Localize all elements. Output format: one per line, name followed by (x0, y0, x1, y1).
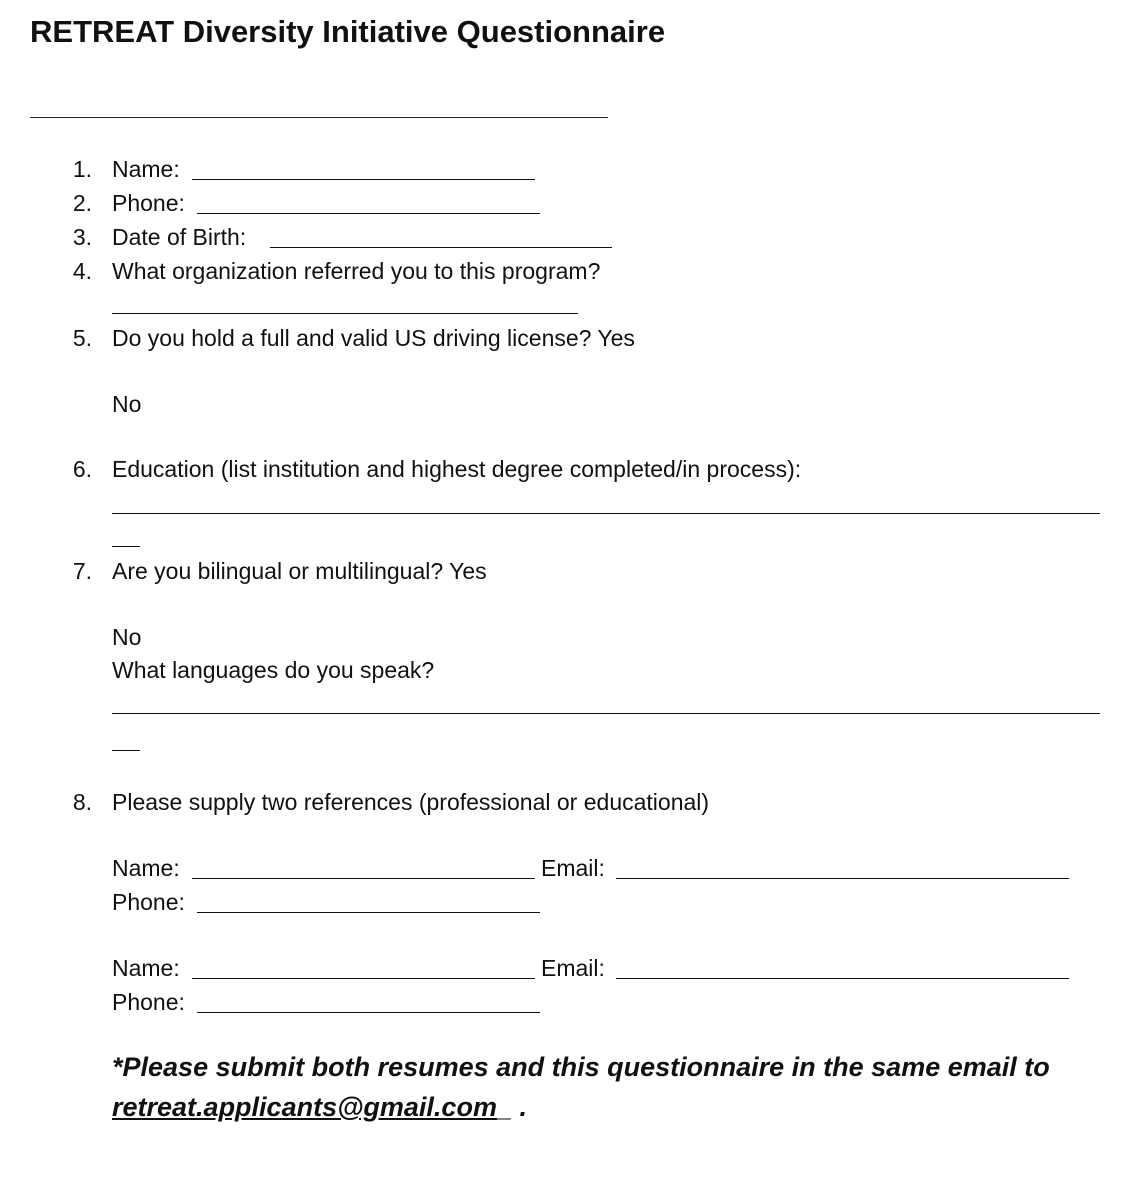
reference-1-phone-label: Phone: (112, 889, 185, 915)
reference-2-email-field[interactable] (616, 978, 1069, 979)
submission-email-link[interactable]: retreat.applicants@gmail.com (112, 1092, 497, 1122)
bilingual-question[interactable]: Are you bilingual or multilingual? Yes (112, 558, 487, 584)
referral-question: What organization referred you to this program? (112, 258, 601, 284)
page-title: RETREAT Diversity Initiative Questionnaire (30, 14, 666, 49)
reference-2-name-label: Name: (112, 955, 180, 981)
question-number-3: 3. (72, 224, 92, 250)
phone-label: Phone: (112, 190, 185, 216)
reference-2-name-field[interactable] (192, 978, 535, 979)
name-label: Name: (112, 156, 180, 182)
bilingual-no-option[interactable]: No (112, 624, 142, 650)
question-number-2: 2. (72, 190, 92, 216)
education-question: Education (list institution and highest degree completed/in process): (112, 456, 802, 482)
languages-field-continuation (112, 750, 140, 751)
question-number-7: 7. (72, 558, 92, 584)
reference-2-email-label: Email: (541, 955, 605, 981)
submission-email-tail: _ . (496, 1092, 527, 1122)
question-number-6: 6. (72, 456, 92, 482)
references-question: Please supply two references (professional or educational) (112, 789, 710, 815)
languages-question: What languages do you speak? (112, 657, 435, 683)
question-number-1: 1. (72, 156, 92, 182)
reference-1-name-field[interactable] (192, 878, 535, 879)
education-field-continuation (112, 546, 140, 547)
dob-field[interactable] (270, 247, 612, 248)
license-no-option[interactable]: No (112, 391, 142, 417)
question-number-5: 5. (72, 325, 92, 351)
submission-email-line (112, 1092, 527, 1123)
question-number-4: 4. (72, 258, 92, 284)
reference-1-name-label: Name: (112, 855, 180, 881)
referral-field[interactable] (112, 313, 578, 314)
reference-1-email-field[interactable] (616, 878, 1069, 879)
education-field[interactable] (112, 513, 1100, 514)
title-divider (30, 117, 608, 118)
submission-note: *Please submit both resumes and this questionnaire in the same email to (112, 1052, 1050, 1082)
reference-2-phone-label: Phone: (112, 989, 185, 1015)
dob-label: Date of Birth: (112, 224, 247, 250)
reference-2-phone-field[interactable] (197, 1012, 540, 1013)
license-question[interactable]: Do you hold a full and valid US driving license? Yes (112, 325, 635, 351)
name-field[interactable] (192, 179, 535, 180)
question-number-8: 8. (72, 789, 92, 815)
reference-1-email-label: Email: (541, 855, 605, 881)
phone-field[interactable] (197, 213, 540, 214)
languages-field[interactable] (112, 713, 1100, 714)
reference-1-phone-field[interactable] (197, 912, 540, 913)
